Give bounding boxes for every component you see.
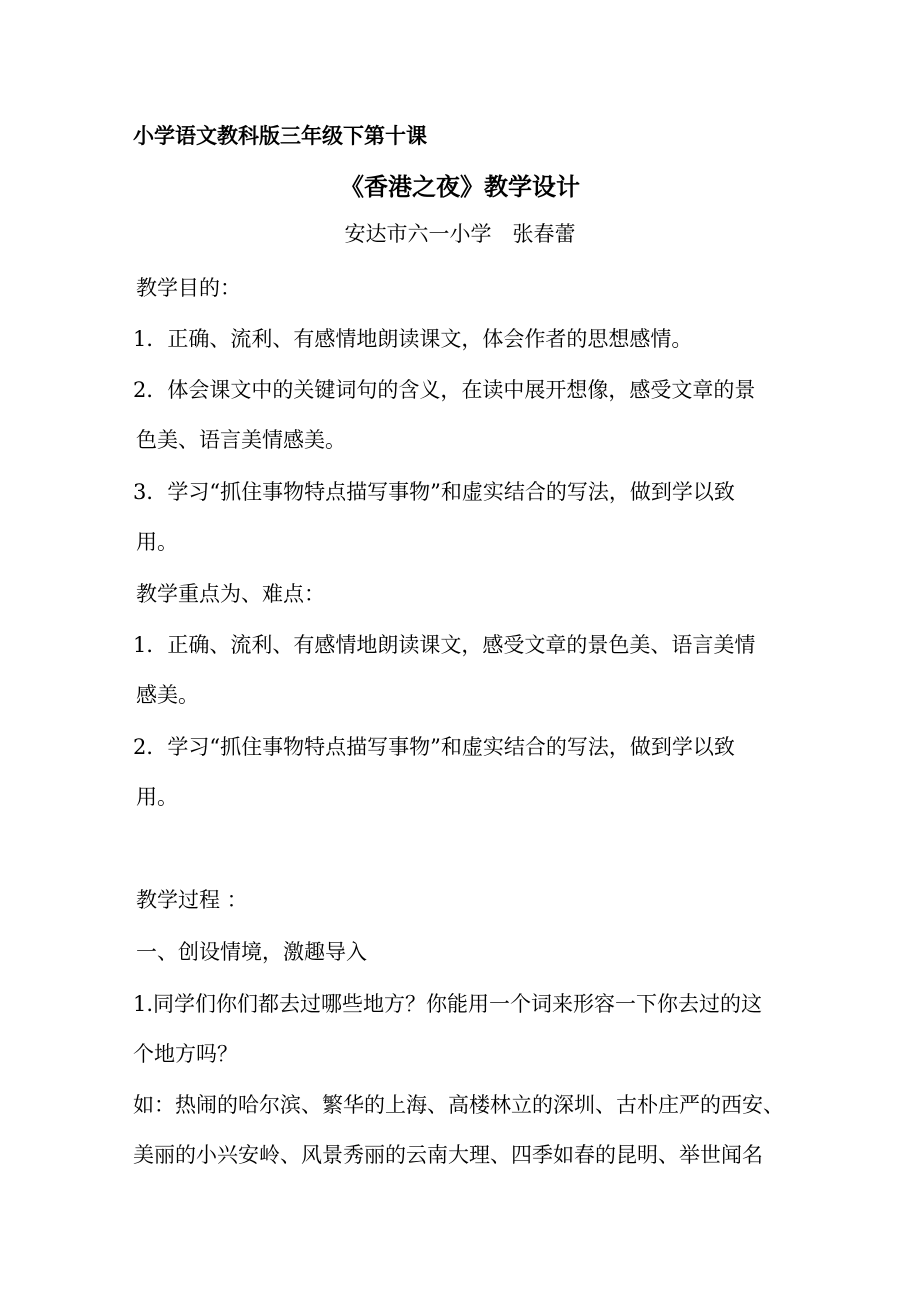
- focus-item-1-line-1: 1．正确、流利、有感情地朗读课文，感受文章的景色美、语言美情: [133, 633, 756, 657]
- focus-item-2-line-1: 2．学习“抓住事物特点描写事物”和虚实结合的写法，做到学以致: [133, 735, 735, 759]
- goal-item-1: 1．正确、流利、有感情地朗读课文，体会作者的思想感情。: [133, 327, 693, 351]
- focus-heading: 教学重点为、难点：: [136, 582, 325, 606]
- goal-item-3-line-2: 用。: [136, 530, 178, 554]
- process-heading: 教学过程 ：: [136, 888, 248, 912]
- goal-item-2-line-1: 2．体会课文中的关键词句的含义，在读中展开想像，感受文章的景: [133, 378, 756, 402]
- focus-item-1-line-2: 感美。: [136, 683, 199, 707]
- example-line-2: 美丽的小兴安岭、风景秀丽的云南大理、四季如春的昆明、举世闻名: [133, 1143, 763, 1167]
- step-1-heading: 一、创设情境，激趣导入: [136, 940, 367, 964]
- goal-item-2-line-2: 色美、语言美情感美。: [136, 428, 346, 452]
- focus-item-2-line-2: 用。: [136, 785, 178, 809]
- question-1-line-2: 个地方吗？: [133, 1042, 238, 1066]
- example-line-1: 如：热闹的哈尔滨、繁华的上海、高楼林立的深圳、古朴庄严的西安、: [133, 1093, 784, 1117]
- lesson-header: 小学语文教科版三年级下第十课: [133, 124, 427, 148]
- goal-item-3-line-1: 3．学习“抓住事物特点描写事物”和虚实结合的写法，做到学以致: [133, 480, 735, 504]
- goals-heading: 教学目的：: [136, 276, 241, 300]
- author-line: 安达市六一小学 张春蕾: [344, 222, 576, 246]
- document-title: 《香港之夜》教学设计: [340, 173, 580, 201]
- question-1-line-1: 1.同学们你们都去过哪些地方？你能用一个词来形容一下你去过的这: [133, 992, 763, 1016]
